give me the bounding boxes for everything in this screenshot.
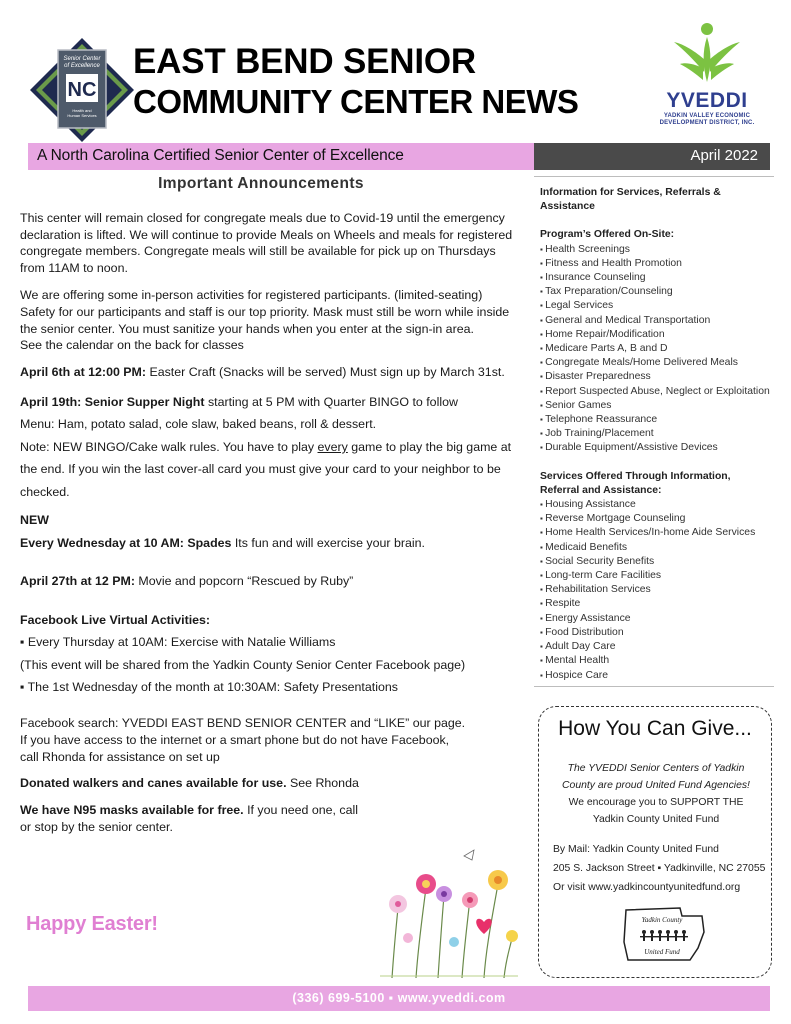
list-item: ▪ Tax Preparation/Counseling — [540, 285, 772, 299]
april-6-event — [20, 364, 518, 381]
list-item: ▪ Disaster Preparedness — [540, 370, 772, 384]
facebook-live-heading: Facebook Live Virtual Activities: — [20, 612, 211, 627]
services-sidebar — [540, 186, 772, 683]
list-item: ▪ Food Distribution — [540, 626, 772, 640]
sidebar-bottom-rule — [534, 686, 774, 687]
list-item: ▪ Adult Day Care — [540, 640, 772, 654]
tagline-banner — [28, 143, 534, 170]
how-you-can-give-box — [538, 706, 772, 978]
wednesday-spades: Every Wednesday at 10 AM: Spades Its fun and will exercise your brain. — [20, 535, 425, 550]
april-19-menu: Menu: Ham, potato salad, cole slaw, baked beans, roll & dessert. — [20, 417, 377, 432]
list-item: ▪ Housing Assistance — [540, 498, 772, 512]
list-item: ▪ Hospice Care — [540, 669, 772, 683]
svg-text:Yadkin County: Yadkin County — [641, 916, 683, 924]
svg-text:Senior Center: Senior Center — [63, 56, 101, 62]
april-19-label: April 19th: Senior Supper Night — [20, 394, 205, 409]
sidebar-info-heading: Information for Services, Referrals & Assistance — [540, 187, 721, 213]
onsite-programs-heading: Program’s Offered On-Site: — [540, 229, 675, 241]
april-6-label: April 6th at 12:00 PM: — [20, 365, 146, 380]
weekly-events — [20, 509, 518, 554]
list-item: ▪ Rehabilitation Services — [540, 583, 772, 597]
yveddi-logo — [646, 22, 768, 132]
list-item: ▪ Medicare Parts A, B and D — [540, 342, 772, 356]
list-item: ▪ Telephone Reassurance — [540, 413, 772, 427]
list-item: ▪ Energy Assistance — [540, 612, 772, 626]
give-title: How You Can Give... — [558, 717, 752, 740]
footer-contact-text: (336) 699-5100 ▪ www.yveddi.com — [292, 991, 506, 1005]
announcements-column — [20, 176, 518, 836]
list-item: ▪ Medicaid Benefits — [540, 541, 772, 555]
calendar-note: See the calendar on the back for classes — [20, 338, 244, 353]
yveddi-subtitle-2: DEVELOPMENT DISTRICT, INC. — [659, 120, 755, 126]
mailing-info — [553, 840, 767, 897]
list-item: ▪ Home Health Services/In-home Aide Services — [540, 526, 772, 540]
masks-note: We have N95 masks available for free. If you need one, call or stop by the senior center. — [20, 803, 358, 834]
list-item: ▪ Congregate Meals/Home Delivered Meals — [540, 356, 772, 370]
newsletter-title — [133, 44, 578, 118]
issue-date: April 2022 — [690, 147, 758, 164]
mail-line-2: 205 S. Jackson Street ▪ Yadkinville, NC 27055 — [553, 863, 766, 874]
contact-footer — [28, 986, 770, 1011]
sidebar-top-rule — [534, 176, 774, 177]
list-item: ▪ Social Security Benefits — [540, 555, 772, 569]
svg-text:Health and: Health and — [72, 108, 92, 113]
activities-paragraph: We are offering some in-person activities for registered participants. (limited-seating) Safety for our participants and staff is our top priority. Mask must still be worn while inside the senior center. You must sanitize your hands when you enter at the sign-in area. — [20, 287, 510, 336]
list-item: ▪ Senior Games — [540, 399, 772, 413]
list-item: ▪ Respite — [540, 597, 772, 611]
yadkin-county-united-fund-logo — [620, 902, 708, 966]
april-27-event: April 27th at 12 PM: Movie and popcorn “Rescued by Ruby” — [20, 574, 354, 589]
title-line-2: COMMUNITY CENTER NEWS — [133, 83, 579, 120]
april-19-text: starting at 5 PM with Quarter BINGO to follow — [204, 394, 458, 409]
mail-line-1: By Mail: Yadkin County United Fund — [553, 844, 719, 855]
senior-center-excellence-logo — [28, 36, 136, 144]
covid-paragraph: This center will remain closed for congregate meals due to Covid-19 until the emergency declaration is lifted. We will continue to provide Meals on Wheels and meals for registered congregate members. Congregate meals will still be available for pick up on Thursdays from 11AM to noon. — [20, 210, 513, 276]
support-united-fund: We encourage you to SUPPORT THE Yadkin County United Fund — [568, 797, 744, 825]
easter-flowers-illustration — [372, 838, 524, 984]
list-item: ▪ Reverse Mortgage Counseling — [540, 512, 772, 526]
list-item: ▪ Insurance Counseling — [540, 271, 772, 285]
list-item: ▪ Job Training/Placement — [540, 427, 772, 441]
list-item: ▪ Long-term Care Facilities — [540, 569, 772, 583]
list-item: ▪ Mental Health — [540, 654, 772, 668]
svg-text:United Fund: United Fund — [644, 948, 680, 956]
yveddi-subtitle-1: YADKIN VALLEY ECONOMIC — [663, 113, 751, 119]
svg-text:Human Services: Human Services — [67, 113, 97, 118]
onsite-programs-list — [540, 243, 772, 456]
svg-text:NC: NC — [67, 79, 97, 101]
facebook-live-section — [20, 609, 518, 699]
list-item: ▪ Legal Services — [540, 299, 772, 313]
title-line-1: EAST BEND SENIOR — [133, 42, 476, 81]
referral-services-heading: Services Offered Through Information, Referral and Assistance: — [540, 470, 731, 496]
facebook-search: Facebook search: YVEDDI EAST BEND SENIOR CENTER and “LIKE” our page. — [20, 715, 466, 730]
svg-text:of Excellence: of Excellence — [64, 63, 100, 69]
underlined-every: every — [317, 439, 348, 454]
list-item: ▪ Durable Equipment/Assistive Devices — [540, 441, 772, 455]
list-item: ▪ Home Repair/Modification — [540, 328, 772, 342]
tagline-text: A North Carolina Certified Senior Center of Excellence — [37, 147, 404, 164]
april-19-note: Note: NEW BINGO/Cake walk rules. You have to play every game to play the big game at the end. If you win the last cover-all card you must give your card to your neighbor to be checked. — [20, 439, 512, 499]
facebook-access-2: call Rhonda for assistance on set up — [20, 749, 220, 764]
happy-easter: Happy Easter! — [26, 913, 158, 935]
facebook-live-shared-note: (This event will be shared from the Yadkin County Senior Center Facebook page) — [20, 657, 466, 672]
april-6-text: Easter Craft (Snacks will be served) Must sign up by March 31st. — [146, 365, 505, 380]
mail-line-3: Or visit www.yadkincountyunitedfund.org — [553, 882, 741, 893]
list-item: ▪ Report Suspected Abuse, Neglect or Exploitation — [540, 385, 772, 399]
announcements-heading: Important Announcements — [158, 175, 364, 192]
yveddi-figure-icon — [672, 22, 742, 84]
yveddi-wordmark: YVEDDI — [666, 89, 748, 112]
list-item: ▪ Fitness and Health Promotion — [540, 257, 772, 271]
united-fund-agencies-note: The YVEDDI Senior Centers of Yadkin County are proud United Fund Agencies! — [562, 763, 750, 791]
facebook-access-1: If you have access to the internet or a smart phone but do not have Facebook, — [20, 732, 450, 747]
facebook-live-exercise: ▪ Every Thursday at 10AM: Exercise with Natalie Williams — [20, 635, 336, 650]
new-label: NEW — [20, 513, 49, 528]
april-19-event — [20, 391, 518, 504]
list-item: ▪ Health Screenings — [540, 243, 772, 257]
referral-services-list — [540, 498, 772, 683]
date-banner — [534, 143, 770, 170]
list-item: ▪ General and Medical Transportation — [540, 314, 772, 328]
facebook-live-safety: ▪ The 1st Wednesday of the month at 10:30AM: Safety Presentations — [20, 680, 398, 695]
walkers-note: Donated walkers and canes available for use. See Rhonda — [20, 776, 359, 791]
